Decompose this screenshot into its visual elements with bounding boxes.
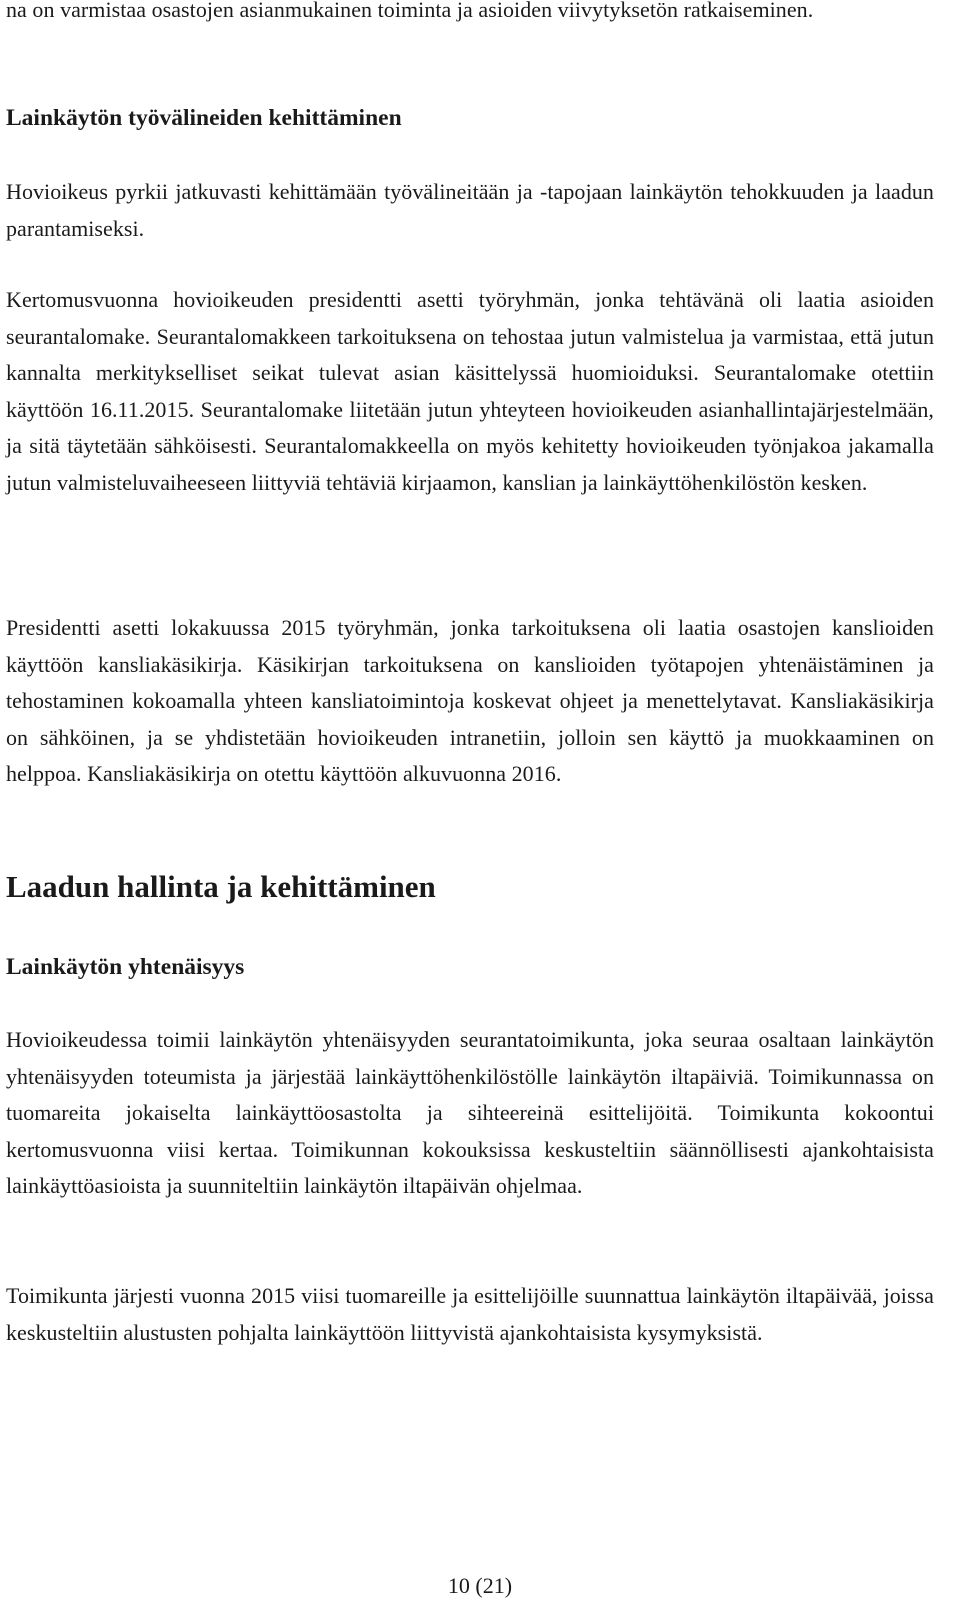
section-heading-uniformity: Lainkäytön yhtenäisyys	[6, 954, 245, 980]
page-number: 10 (21)	[447, 1573, 513, 1598]
paragraph-uniformity-committee: Hovioikeudessa toimii lainkäytön yhtenäisyyden seurantatoimikunta, joka seuraa osaltaan lainkäytön yhtenäisyyden toteumista ja järjestää lainkäyttöhenkilöstölle lainkäytön iltapäiviä. Toimikunnassa on tuomareita jokaiselta lainkäyttöosastolta ja sihteereinä esittelijöitä. Toimikunta kokoontui kertomusvuonna viisi kertaa. Toimikunnan kokouksissa keskusteltiin säännöllisesti ajankohtaisista lainkäyttöasioista ja suunniteltiin lainkäytön iltapäivän ohjelmaa.	[6, 1027, 934, 1198]
paragraph-tracking-form: Kertomusvuonna hovioikeuden presidentti asetti työryhmän, jonka tehtävänä oli laatia asioiden seurantalomake. Seurantalomakkeen tarkoituksena on tehostaa jutun valmistelua ja varmistaa, että jutun kannalta merkitykselliset seikat tulevat asian käsittelyssä huomioiduksi. Seurantalomake otettiin käyttöön 16.11.2015. Seurantalomake liitetään jutun yhteyteen hovioikeuden asianhallintajärjestelmään, ja sitä täytetään sähköisesti. Seurantalomakkeella on myös kehitetty hovioikeuden työnjakoa jakamalla jutun valmisteluvaiheeseen liittyviä tehtäviä kirjaamon, kanslian ja lainkäyttöhenkilöstön kesken.	[6, 287, 934, 495]
main-heading-quality: Laadun hallinta ja kehittäminen	[6, 869, 436, 904]
section-heading-tools: Lainkäytön työvälineiden kehittäminen	[6, 105, 402, 131]
paragraph-office-handbook: Presidentti asetti lokakuussa 2015 työryhmän, jonka tarkoituksena oli laatia osastojen kanslioiden käyttöön kansliakäsikirja. Käsikirjan tarkoituksena on kanslioiden työtapojen yhtenäistäminen ja tehostaminen kokoamalla yhteen kansliatoimintoja koskevat ohjeet ja menettelytavat. Kansliakäsikirja on sähköinen, ja se yhdistetään hovioikeuden intranetiin, jolloin sen käyttö ja muokkaaminen on helppoa. Kansliakäsikirja on otettu käyttöön alkuvuonna 2016.	[6, 615, 934, 786]
paragraph-afternoon-sessions: Toimikunta järjesti vuonna 2015 viisi tuomareille ja esittelijöille suunnattua lainkäytön iltapäivää, joissa keskusteltiin alustusten pohjalta lainkäyttöön liittyvistä ajankohtaisista kysymyksistä.	[6, 1283, 934, 1345]
paragraph-tools-intro: Hovioikeus pyrkii jatkuvasti kehittämään työvälineitään ja -tapojaan lainkäytön tehokkuuden ja laadun parantamiseksi.	[6, 179, 934, 241]
intro-paragraph: na on varmistaa osastojen asianmukainen toiminta ja asioiden viivytyksetön ratkaiseminen.	[6, 0, 814, 22]
